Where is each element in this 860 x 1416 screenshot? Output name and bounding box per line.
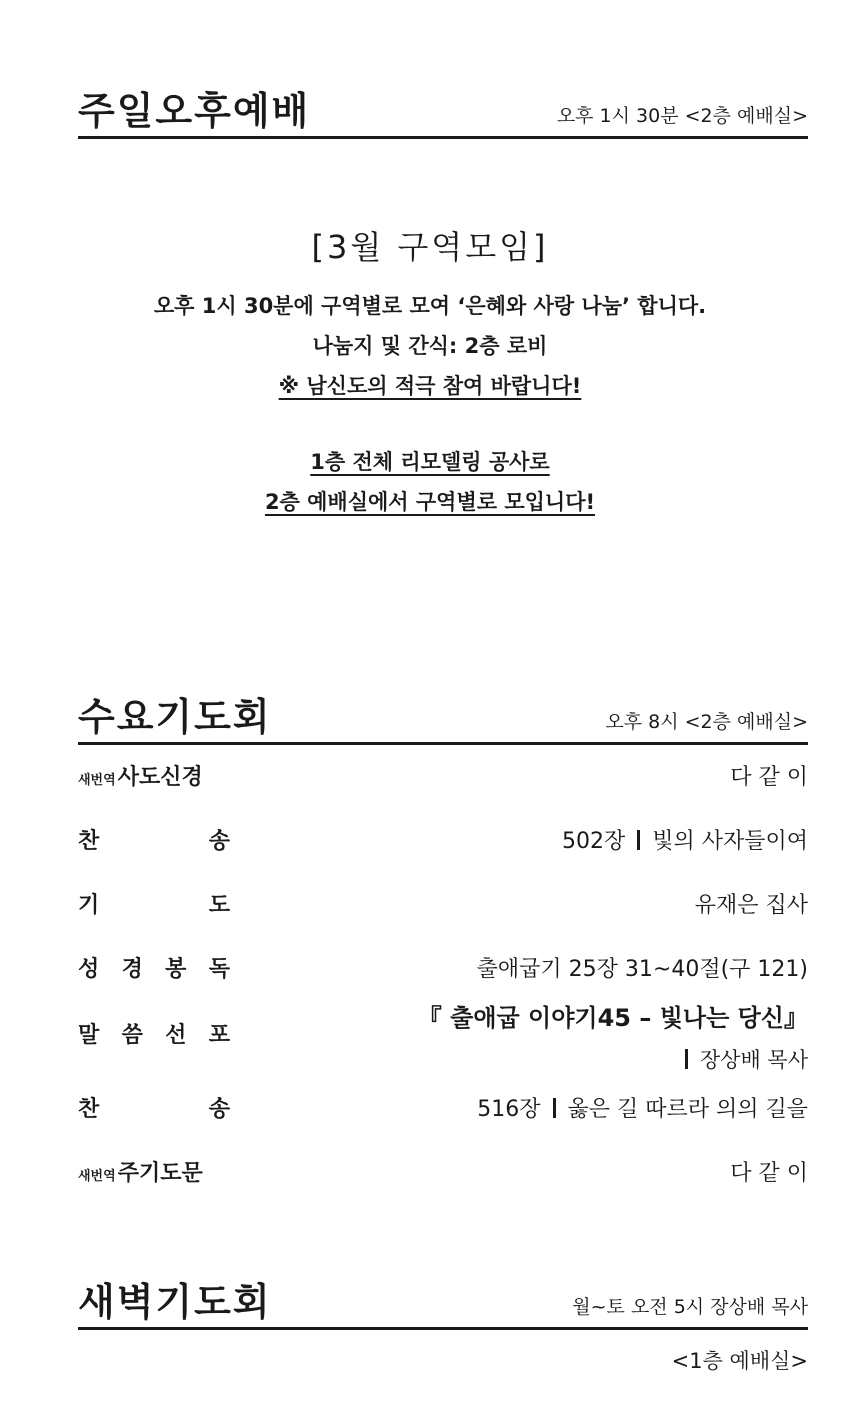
order-label: 사도신경 [117, 765, 203, 790]
separator-bar [637, 830, 640, 850]
sermon-title: 『 출애굽 이야기45 – 빛나는 당신』 [417, 1004, 808, 1032]
sunday-service-header [78, 89, 808, 139]
order-row-scripture [78, 952, 808, 983]
order-label-char: 기 [78, 893, 100, 918]
dawn-prayer-location: <1층 예배실> [671, 1349, 808, 1373]
order-row-hymn-1 [78, 824, 808, 855]
order-value: 다 같 이 [730, 1161, 808, 1186]
order-label-char: 말 [78, 1023, 100, 1048]
order-label-char: 찬 [78, 1097, 100, 1122]
preacher-name: 장상배 목사 [699, 1048, 808, 1072]
order-label-char: 봉 [165, 957, 187, 982]
order-label-char: 도 [208, 893, 230, 918]
notice-line-4: 1층 전체 리모델링 공사로 [310, 450, 550, 474]
order-value: 출애굽기 25장 31~40절(구 121) [476, 957, 808, 982]
wednesday-service-time: 오후 8시 <2층 예배실> [605, 711, 808, 733]
hymn-number: 502장 [561, 829, 626, 854]
order-value: 유재은 집사 [694, 893, 808, 918]
order-label-char: 씀 [121, 1023, 143, 1048]
separator-bar [553, 1098, 556, 1118]
order-label-char: 선 [165, 1023, 187, 1048]
order-row-lords-prayer [78, 1156, 808, 1187]
order-label: 주기도문 [117, 1161, 203, 1186]
district-meeting-notice [0, 222, 860, 522]
dawn-prayer-time: 월~토 오전 5시 장상배 목사 [572, 1296, 808, 1318]
label-prefix: 새번역 [78, 1169, 116, 1184]
order-label-char: 찬 [78, 829, 100, 854]
notice-title: [3월 구역모임] [311, 228, 549, 266]
sermon-preacher [685, 1044, 808, 1074]
order-label-char: 독 [208, 957, 230, 982]
hymn-title: 빛의 사자들이여 [652, 829, 808, 854]
hymn-number: 516장 [477, 1097, 541, 1122]
notice-line-3: ※ 남신도의 적극 참여 바랍니다! [278, 374, 582, 398]
notice-line-1: 오후 1시 30분에 구역별로 모여 ‘은혜와 사랑 나눔’ 합니다. [153, 294, 707, 318]
order-label-char: 성 [78, 957, 100, 982]
order-label-char: 경 [121, 957, 143, 982]
order-label-char: 송 [208, 1097, 230, 1122]
wednesday-service-header [78, 695, 808, 745]
sunday-service-time: 오후 1시 30분 <2층 예배실> [556, 105, 808, 127]
order-row-creed [78, 760, 808, 791]
order-label-char: 송 [208, 829, 230, 854]
sunday-service-title: 주일오후예배 [78, 89, 311, 133]
order-value: 다 같 이 [730, 765, 808, 790]
notice-line-5: 2층 예배실에서 구역별로 모입니다! [264, 490, 596, 514]
order-row-hymn-2 [78, 1092, 808, 1123]
wednesday-service-title: 수요기도회 [78, 695, 272, 739]
order-label-char: 포 [208, 1023, 230, 1048]
order-row-prayer [78, 888, 808, 919]
hymn-title: 옳은 길 따르라 의의 길을 [567, 1097, 808, 1122]
notice-line-2: 나눔지 및 간식: 2층 로비 [312, 334, 548, 358]
label-prefix: 새번역 [78, 773, 116, 788]
dawn-prayer-title: 새벽기도회 [78, 1280, 272, 1324]
dawn-prayer-header [78, 1280, 808, 1330]
separator-bar [685, 1049, 688, 1069]
